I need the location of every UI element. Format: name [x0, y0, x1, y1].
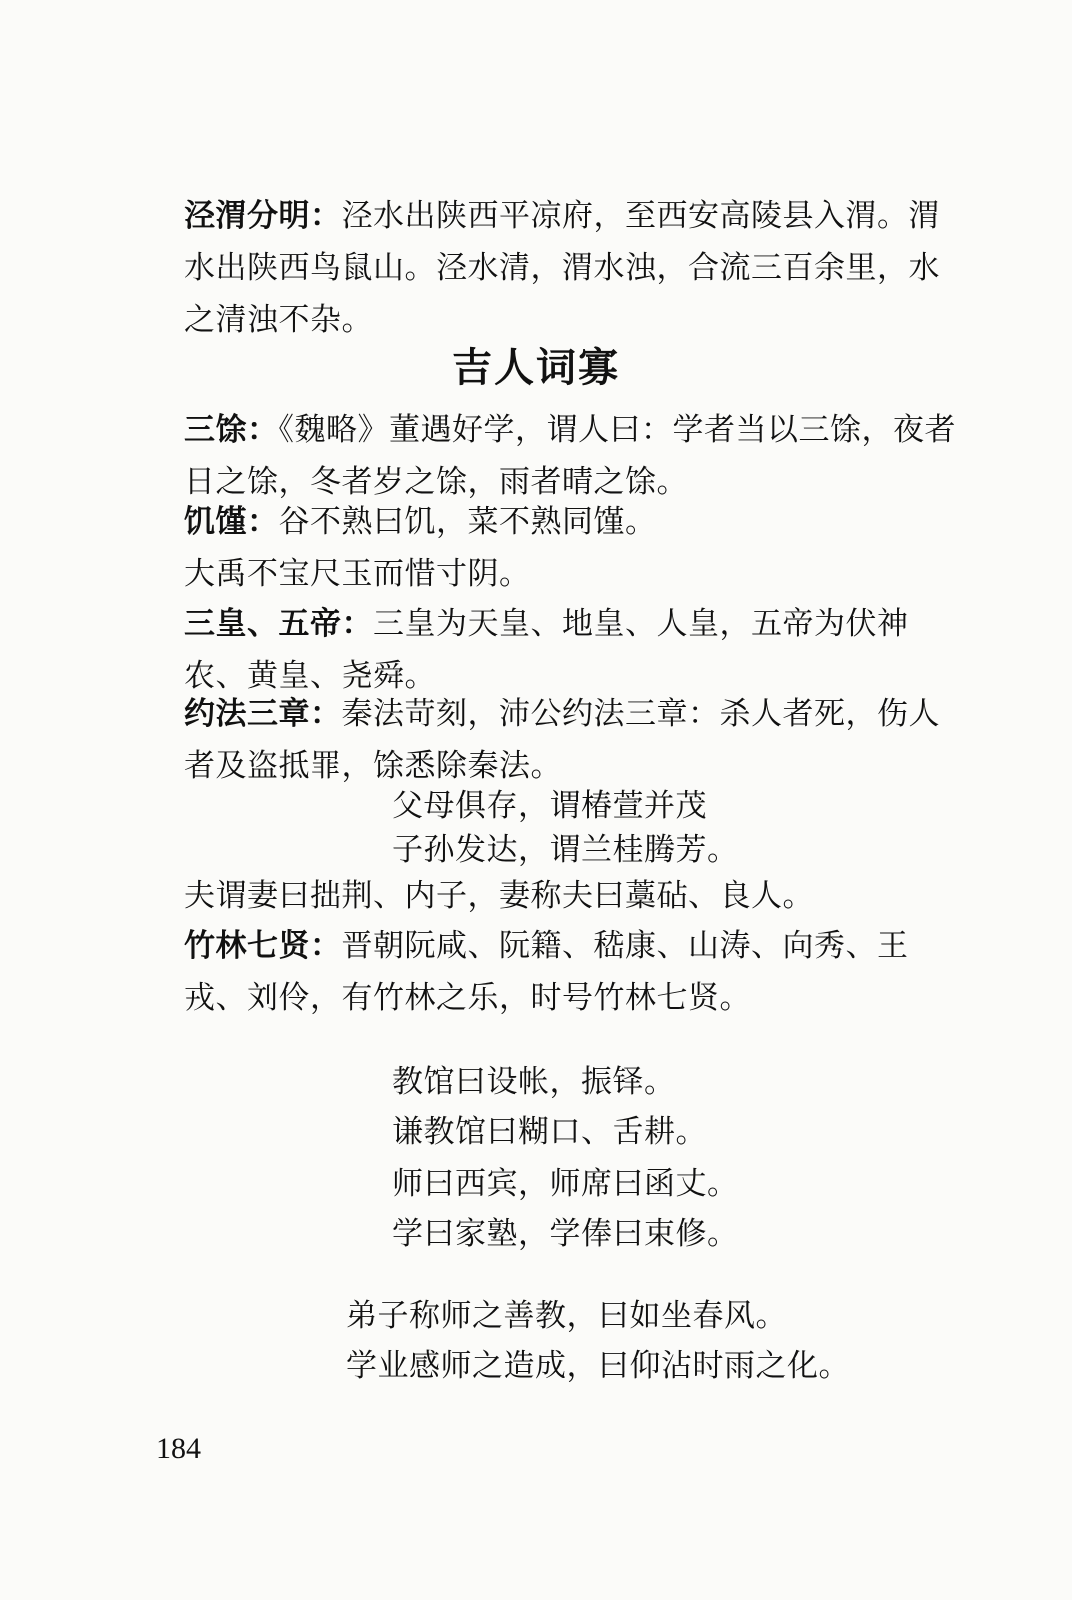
couplet-line: 父母俱存，谓椿萱并茂: [392, 788, 707, 824]
entry-text: 饥馑：谷不熟曰饥，菜不熟同馑。: [184, 504, 657, 540]
section-title: 吉人词寡: [452, 344, 620, 391]
entry-text: 竹林七贤：晋朝阮咸、阮籍、嵇康、山涛、向秀、王戎、刘伶，有竹林之乐，时号竹林七贤。: [184, 928, 909, 1016]
entry-term: 泾渭分明：: [184, 198, 342, 234]
teacher-line: 学曰家塾，学俸曰束修。: [392, 1216, 739, 1252]
couplet-line: 子孙发达，谓兰桂腾芳。: [392, 832, 739, 868]
entry-text: 三馀：《魏略》董遇好学，谓人曰：学者当以三馀，夜者日之馀，冬者岁之馀，雨者晴之馀。: [184, 412, 956, 500]
teacher-line: 谦教馆曰糊口、舌耕。: [392, 1114, 707, 1150]
entry-text: 大禹不宝尺玉而惜寸阴。: [184, 556, 531, 592]
entry-term: 三馀：: [184, 412, 279, 448]
entry-sanhuang: [122, 598, 962, 702]
entry-term: 饥馑：: [184, 504, 279, 540]
entry-sanyu: [122, 404, 962, 508]
teacher-line: 教馆曰设帐，振铎。: [392, 1064, 676, 1100]
entry-dayu: [122, 548, 962, 600]
entry-fuwei: [122, 870, 962, 922]
page-number: 184: [156, 1432, 201, 1465]
entry-yuefa: [122, 688, 962, 792]
entry-term: 三皇、五帝：: [184, 606, 373, 642]
teacher-line: 师曰西宾，师席曰函丈。: [392, 1166, 739, 1202]
entry-zhulin: [122, 920, 962, 1024]
student-line: 学业感师之造成，曰仰沾时雨之化。: [346, 1348, 850, 1384]
entry-text: 夫谓妻曰拙荆、内子，妻称夫曰藁砧、良人。: [184, 878, 814, 914]
student-line: 弟子称师之善教，曰如坐春风。: [346, 1298, 787, 1334]
entry-text: 约法三章：秦法苛刻，沛公约法三章：杀人者死，伤人者及盗抵罪，馀悉除秦法。: [184, 696, 940, 784]
entry-text: 三皇、五帝：三皇为天皇、地皇、人皇，五帝为伏神农、黄皇、尧舜。: [184, 606, 909, 694]
entry-jingwei: [122, 190, 962, 346]
entry-term: 竹林七贤：: [184, 928, 342, 964]
entry-term: 约法三章：: [184, 696, 342, 732]
entry-jijin: [122, 496, 962, 548]
entry-text: 泾渭分明：泾水出陕西平凉府，至西安高陵县入渭。渭水出陕西鸟鼠山。泾水清，渭水浊，合流三百余里，水之清浊不杂。: [184, 198, 940, 338]
